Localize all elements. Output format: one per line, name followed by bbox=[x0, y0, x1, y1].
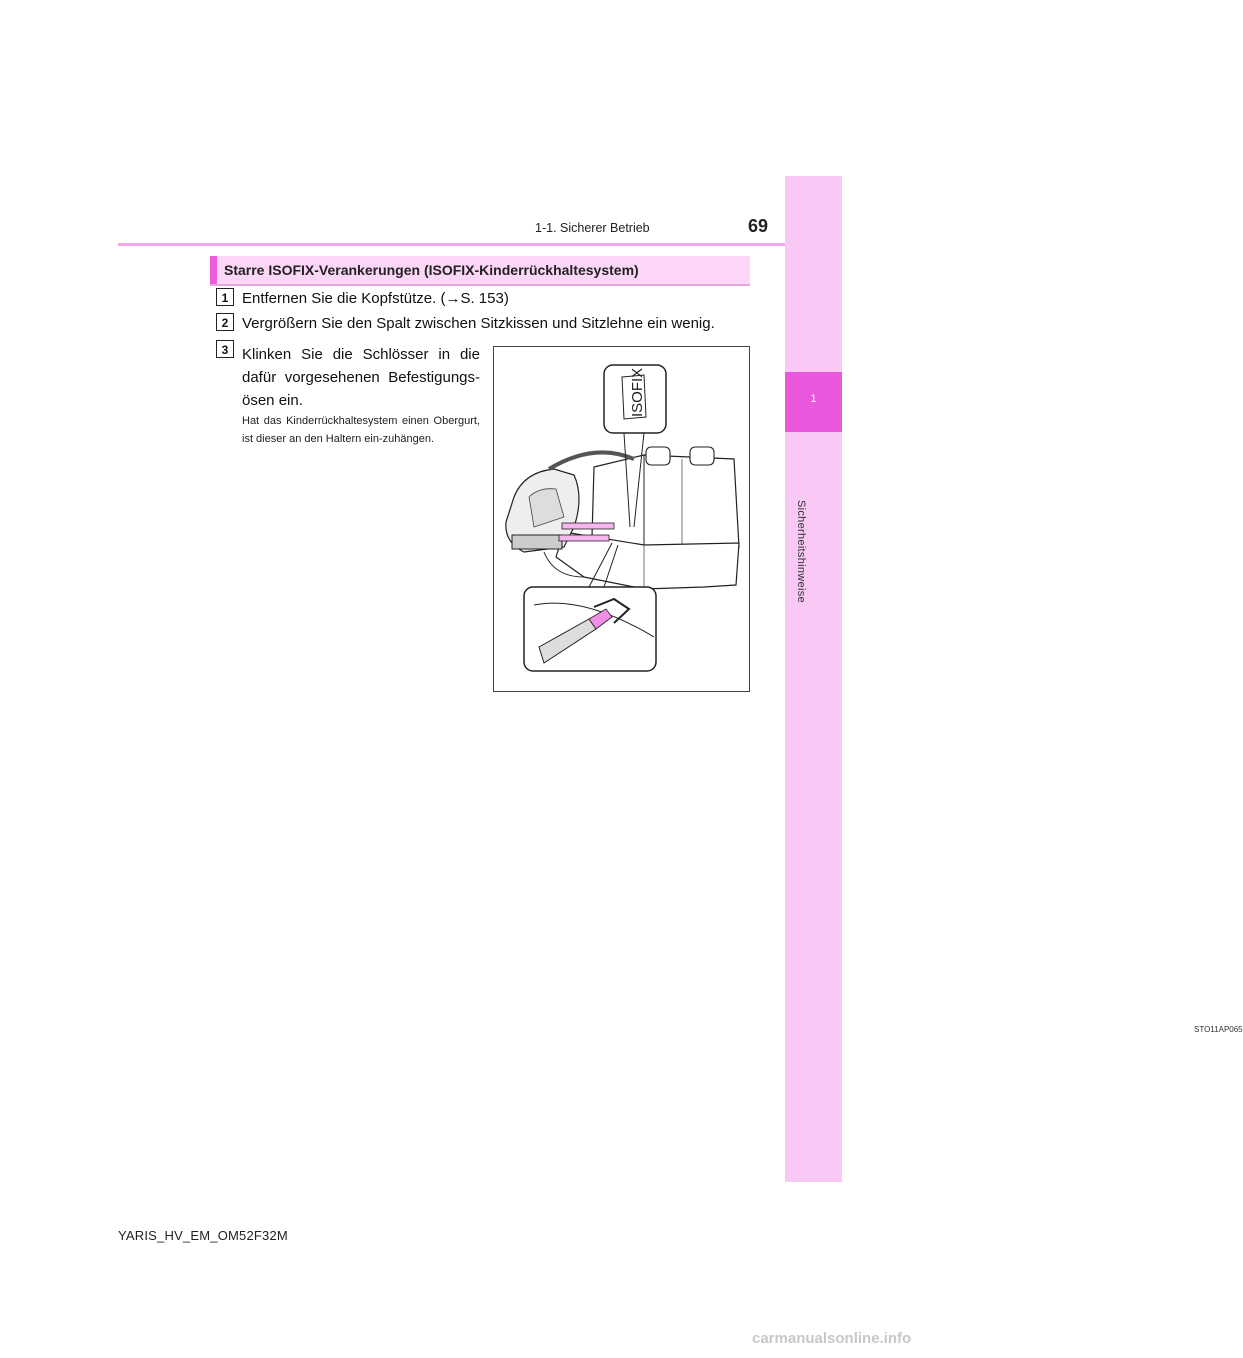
isofix-seat-drawing bbox=[494, 347, 749, 691]
step-3-number: 3 bbox=[216, 340, 234, 358]
figure-code: STO11AP065 bbox=[1194, 1025, 1243, 1034]
section-heading: Starre ISOFIX-Verankerungen (ISOFIX-Kinderrückhaltesystem) bbox=[224, 262, 639, 278]
step-3-note: Hat das Kinderrückhaltesystem einen Obergurt, ist dieser an den Haltern ein-zuhängen. bbox=[242, 415, 480, 445]
chapter-side-tab bbox=[785, 176, 842, 1182]
document-footer-code: YARIS_HV_EM_OM52F32M bbox=[118, 1228, 288, 1243]
step-2-number: 2 bbox=[216, 313, 234, 331]
section-reference: 1-1. Sicherer Betrieb bbox=[535, 221, 650, 235]
header-divider bbox=[118, 243, 785, 246]
page-number: 69 bbox=[748, 216, 769, 236]
watermark: carmanualsonline.info bbox=[752, 1330, 912, 1347]
step-3-text: Klinken Sie die Schlösser in die dafür vorgesehenen Befestigungs-ösen ein. bbox=[242, 346, 480, 409]
step-1-number: 1 bbox=[216, 288, 234, 306]
chapter-label: Sicherheitshinweise bbox=[795, 500, 807, 603]
isofix-label: ISOFIX bbox=[629, 367, 646, 417]
section-heading-accent bbox=[210, 256, 217, 284]
chapter-number: 1 bbox=[810, 393, 817, 405]
step-1-text: Entfernen Sie die Kopfstütze. (→S. 153) bbox=[242, 290, 509, 307]
step-2-text: Vergrößern Sie den Spalt zwischen Sitzkissen und Sitzlehne ein wenig. bbox=[242, 315, 715, 332]
